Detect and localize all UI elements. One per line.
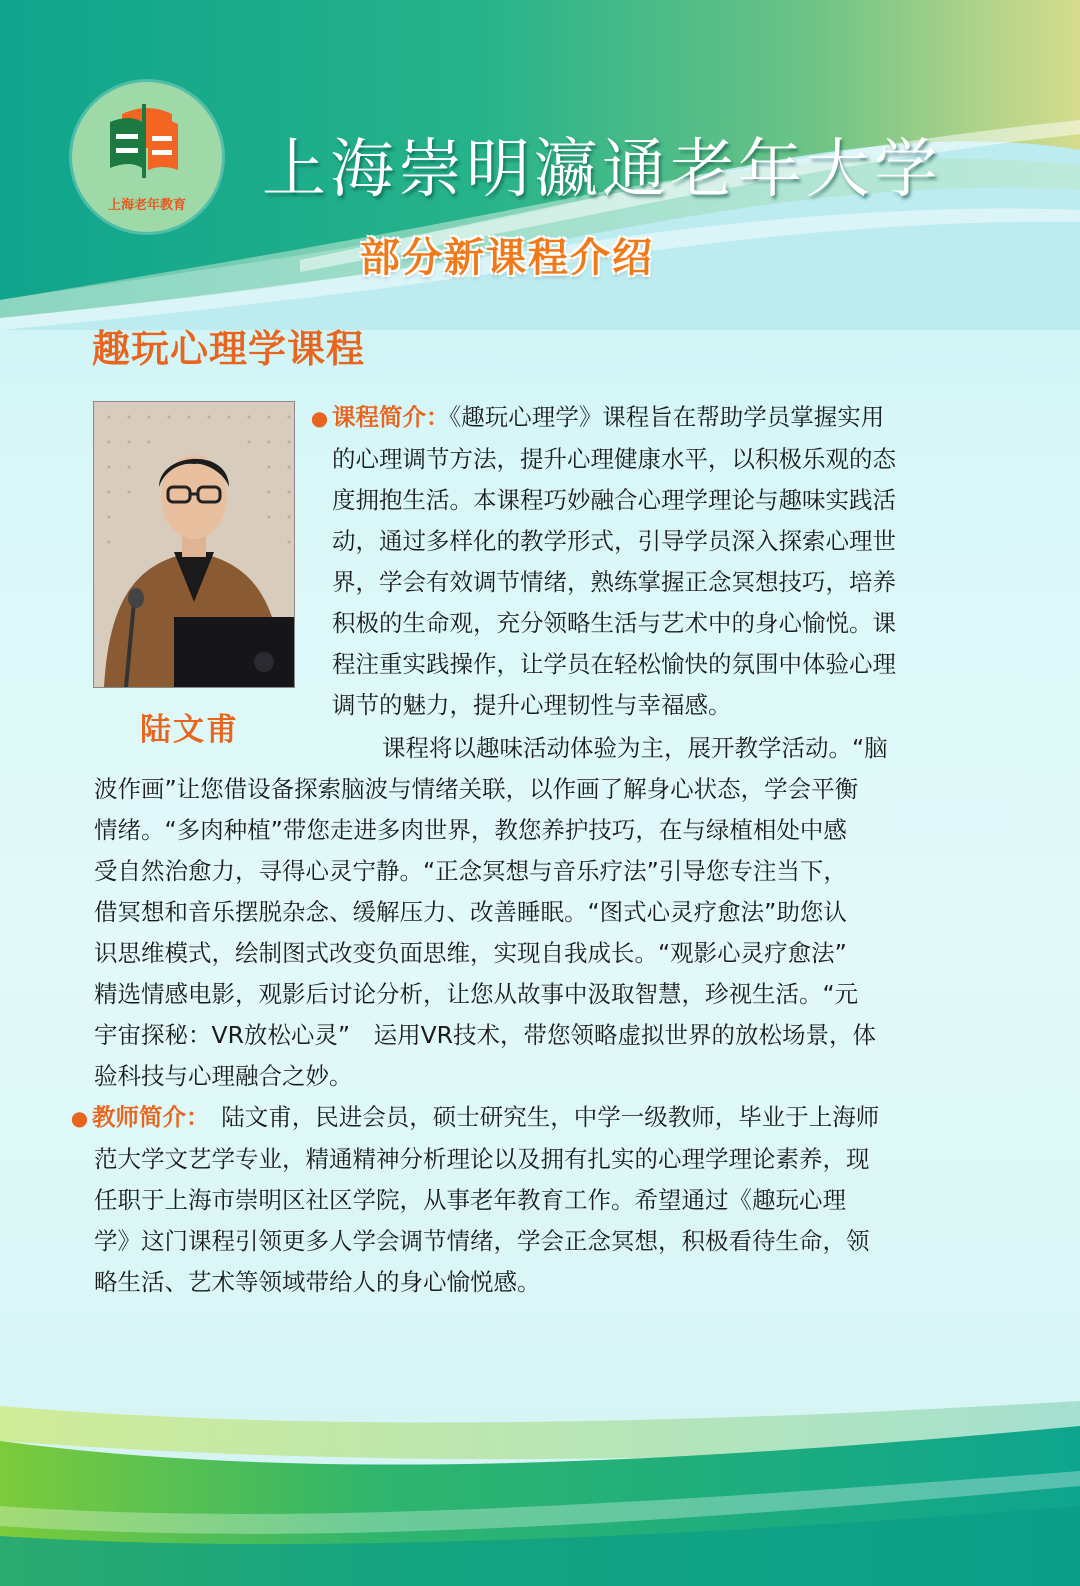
teacher-name: 陆文甫: [140, 712, 239, 748]
bullet-icon: ●: [310, 406, 329, 430]
intro-line: 的心理调节方法，提升心理健康水平，以积极乐观的态: [332, 445, 896, 473]
activity-line: 借冥想和音乐摆脱杂念、缓解压力、改善睡眠。“图式心灵疗愈法”助您认: [94, 898, 847, 926]
activity-line: 课程将以趣味活动体验为主，展开教学活动。“脑: [382, 734, 888, 762]
course-title: 趣玩心理学课程: [92, 327, 366, 371]
section-banner: 部分新课程介绍: [360, 235, 654, 281]
teacher-intro-line: 略生活、艺术等领域带给人的身心愉悦感。: [94, 1268, 541, 1296]
intro-line: 程注重实践操作，让学员在轻松愉快的氛围中体验心理: [332, 650, 896, 678]
activity-line: 宇宙探秘：VR放松心灵” 运用VR技术，带您领略虚拟世界的放松场景，体: [94, 1021, 876, 1049]
activity-line: 验科技与心理融合之妙。: [94, 1062, 353, 1090]
teacher-label: 教师简介：: [92, 1103, 198, 1131]
intro-line: 动，通过多样化的教学形式，引导学员深入探索心理世: [332, 527, 896, 555]
activities-paragraph: [67, 728, 987, 1303]
logo: [72, 82, 222, 232]
activity-line: 情绪。“多肉种植”带您走进多肉世界，教您养护技巧，在与绿植相处中感: [94, 816, 847, 844]
intro-line: 调节的魅力，提升心理韧性与幸福感。: [332, 691, 732, 719]
teacher-photo: [93, 401, 295, 688]
intro-line: 度拥抱生活。本课程巧妙融合心理学理论与趣味实践活: [332, 486, 896, 514]
teacher-intro-line: 任职于上海市崇明区社区学院，从事老年教育工作。希望通过《趣玩心理: [94, 1186, 846, 1214]
bullet-icon: ●: [70, 1106, 89, 1130]
footer-background: [0, 1386, 1080, 1586]
school-title: 上海崇明瀛通老年大学: [262, 133, 942, 207]
intro-line: 界，学会有效调节情绪，熟练掌握正念冥想技巧，培养: [332, 568, 896, 596]
logo-text: 上海老年教育: [107, 198, 186, 213]
intro-line: 积极的生命观，充分领略生活与艺术中的身心愉悦。课: [332, 609, 896, 637]
activity-line: 识思维模式，绘制图式改变负面思维，实现自我成长。“观影心灵疗愈法”: [94, 939, 847, 967]
intro-line: [307, 397, 982, 439]
logo-emblem-icon: [102, 94, 192, 194]
intro-label: 课程简介：: [332, 403, 450, 431]
teacher-intro-line: 学》这门课程引领更多人学会调节情绪，学会正念冥想，积极看待生命，领: [94, 1227, 870, 1255]
course-intro: [307, 397, 982, 726]
teacher-intro-line: 范大学文艺学专业，精通精神分析理论以及拥有扎实的心理学理论素养，现: [94, 1145, 870, 1173]
intro-text: 《趣玩心理学》课程旨在帮助学员掌握实用: [449, 403, 885, 431]
teacher-text: 陆文甫，民进会员，硕士研究生，中学一级教师，毕业于上海师: [197, 1103, 880, 1131]
teacher-intro-line: [67, 1097, 987, 1139]
activity-line: 受自然治愈力，寻得心灵宁静。“正念冥想与音乐疗法”引导您专注当下，: [94, 857, 847, 885]
activity-line: 波作画”让您借设备探索脑波与情绪关联，以作画了解身心状态，学会平衡: [94, 775, 859, 803]
activity-line: 精选情感电影，观影后讨论分析，让您从故事中汲取智慧，珍视生活。“元: [94, 980, 859, 1008]
